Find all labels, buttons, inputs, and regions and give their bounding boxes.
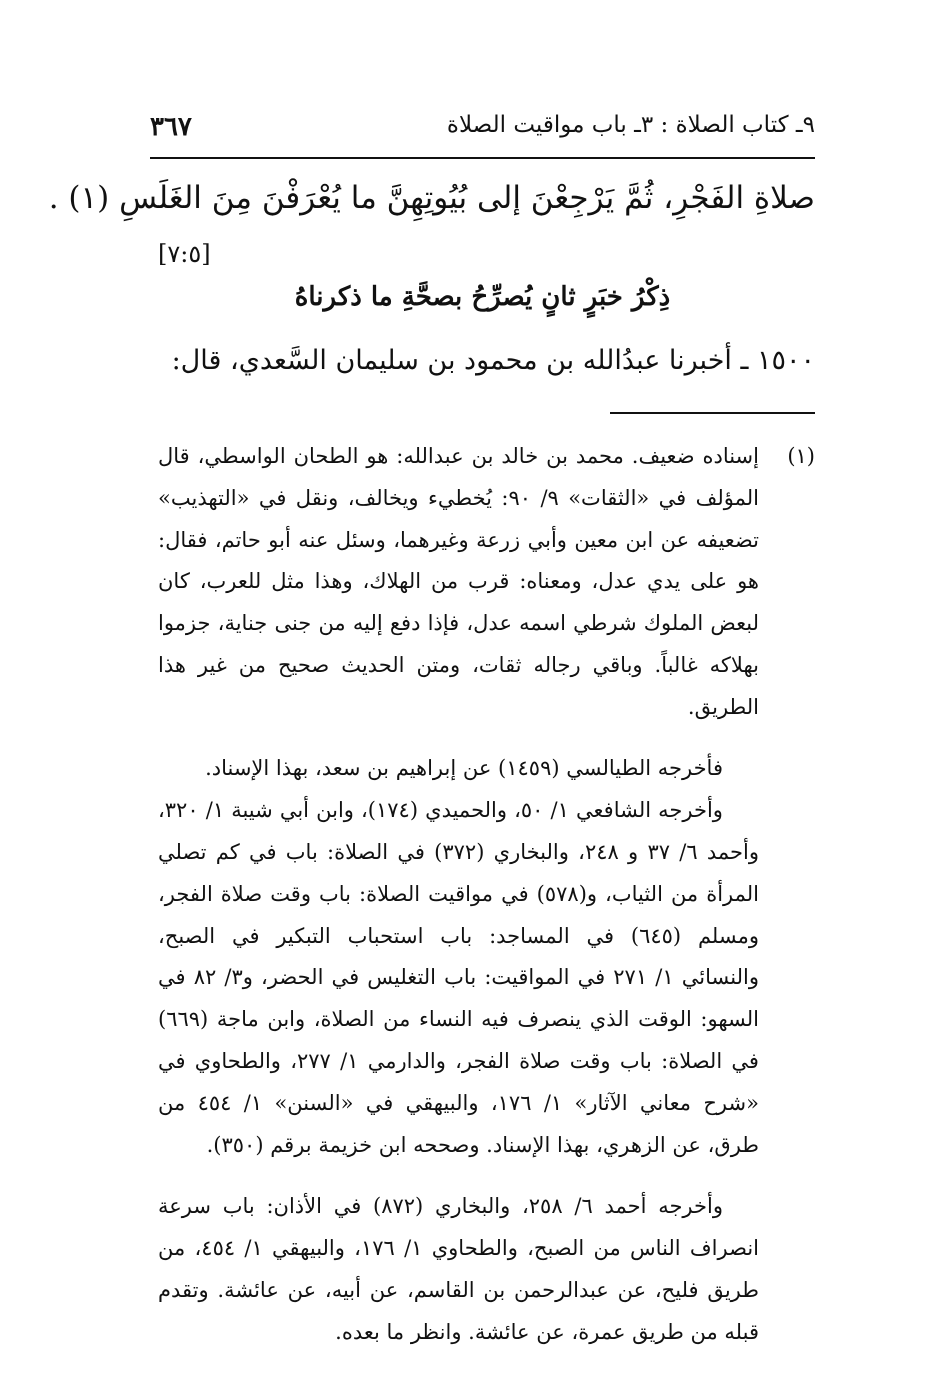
footnote	[158, 436, 815, 1353]
footnote-paragraph-ahmad: وأخرجه أحمد ٦/ ٢٥٨، والبخاري (٨٧٢) في الأذان: باب سرعة انصراف الناس من الصبح، والطحاوي ١/ ١٧٦، والبيهقي ١/ ٤٥٤، من طريق فليح، عن عبدالرحمن بن القاسم، عن أبيه، عن عائشة. وتقدم قبله من طريق عمرة، عن عائشة. وانظر ما بعده.	[158, 1194, 759, 1344]
footnote-number: (١)	[787, 444, 815, 468]
footnote-paragraph-takhrij: وأخرجه الشافعي ١/ ٥٠، والحميدي (١٧٤)، وابن أبي شيبة ١/ ٣٢٠، وأحمد ٦/ ٣٧ و ٢٤٨، والبخاري (٣٧٢) في الصلاة: باب في كم تصلي المرأة من الثياب، و(٥٧٨) في مواقيت الصلاة: باب وقت صلاة الفجر، ومسلم (٦٤٥) في المساجد: باب استحباب التبكير في الصبح، والنسائي ١/ ٢٧١ في المواقيت: باب التغليس في الحضر، و٣/ ٨٢ في السهو: الوقت الذي ينصرف فيه النساء من الصلاة، وابن ماجة (٦٦٩) في الصلاة: باب وقت صلاة الفجر، والدارمي ١/ ٢٧٧، والطحاوي في «شرح معاني الآثار» ١/ ١٧٦، والبيهقي في «السنن» ١/ ٤٥٤ من طرق، عن الزهري، بهذا الإسناد. وصححه ابن خزيمة برقم (٣٥٠).	[158, 798, 759, 1157]
chapter-title: ٩ـ كتاب الصلاة : ٣ـ باب مواقيت الصلاة	[446, 112, 815, 138]
paragraph-spacer	[158, 1166, 759, 1186]
section-heading: ذِكْرُ خبَرٍ ثانٍ يُصرِّحُ بصحَّةِ ما ذكرناهُ	[294, 282, 671, 312]
header-divider	[150, 157, 815, 159]
hadith-continuation-text: صلاةِ الفَجْرِ، ثُمَّ يَرْجِعْنَ إلى بُيُوتِهِنَّ ما يُعْرَفْنَ مِنَ الغَلَسِ (١) .	[48, 180, 815, 216]
footnote-divider	[610, 412, 815, 414]
footnote-paragraph-isnad: إسناده ضعيف. محمد بن خالد بن عبدالله: هو الطحان الواسطي، قال المؤلف في «الثقات» ٩/ ٩٠: يُخطيء ويخالف، ونقل في «التهذيب» تضعيفه عن ابن معين وأبي زرعة وغيرهما، وسئل عنه أبو حاتم، فقال: هو على يدي عدل، ومعناه: قرب من الهلاك، وهذا مثل للعرب، كان لبعض الملوك شرطي اسمه عدل، فإذا دفع إليه من جنى جناية، جزموا بهلاكه غالباً. وباقي رجاله ثقات، ومتن الحديث صحيح من غير هذا الطريق.	[158, 444, 759, 719]
running-header	[150, 112, 815, 152]
reference-tag: [٧:٥]	[158, 240, 211, 268]
page-number: ٣٦٧	[150, 112, 192, 142]
footnote-body	[158, 436, 759, 1353]
footnote-paragraph-tayalisi: فأخرجه الطيالسي (١٤٥٩) عن إبراهيم بن سعد، بهذا الإسناد.	[205, 756, 723, 781]
hadith-1500-opening: ١٥٠٠ ـ أخبرنا عبدُالله بن محمود بن سليمان السَّعدي، قال:	[171, 345, 815, 376]
paragraph-spacer	[158, 728, 759, 748]
